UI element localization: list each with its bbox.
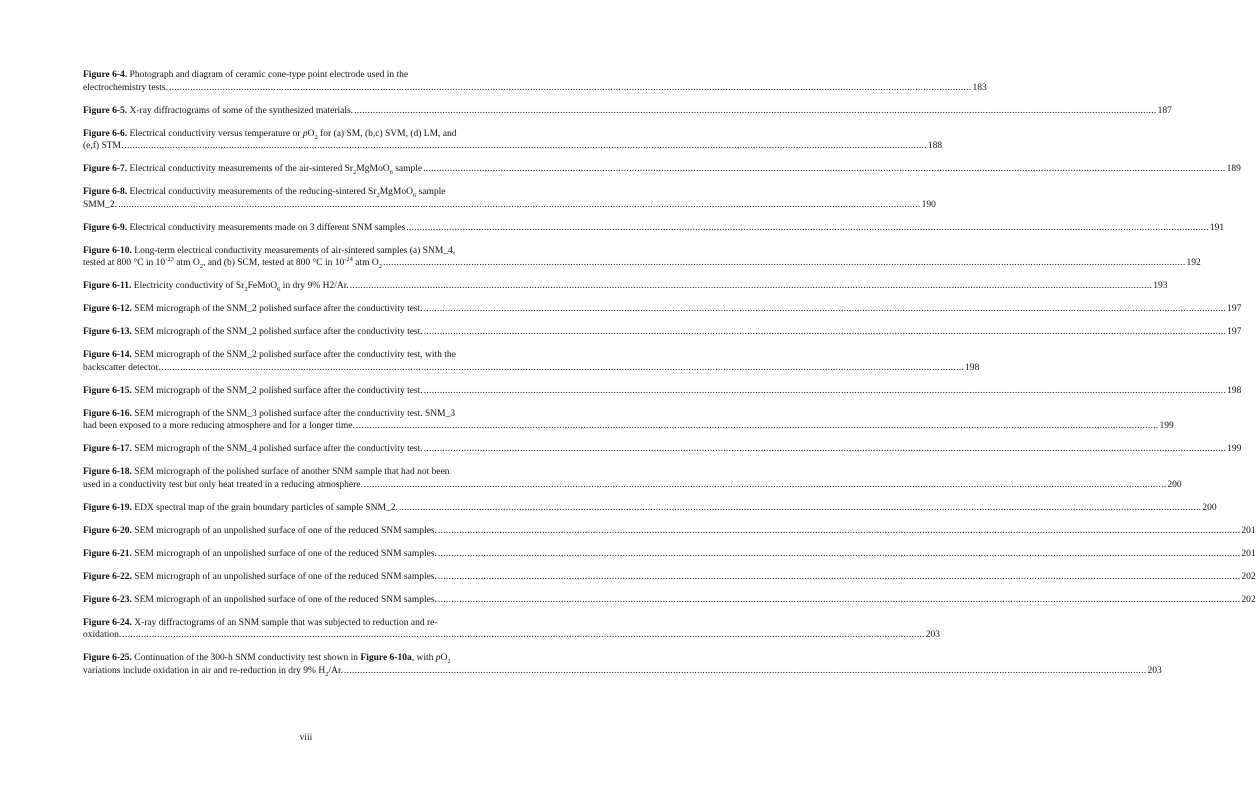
- caption-last-line: [83, 105, 1172, 118]
- caption-last-line: [83, 571, 1256, 584]
- dot-leader: ............................................................................................................................................................................................................................................................................................................: [423, 385, 1227, 396]
- page-ref: 191: [1209, 222, 1225, 233]
- caption-last-line: [83, 385, 1242, 398]
- figure-label: Figure 6-11.: [83, 281, 132, 292]
- caption-last-line: [83, 548, 1256, 561]
- figure-label: Figure 6-21.: [83, 548, 132, 559]
- figure-entry[interactable]: [83, 652, 1162, 678]
- page-ref: 202: [1241, 594, 1256, 605]
- figure-label: Figure 6-17.: [83, 444, 132, 455]
- figure-entry[interactable]: [83, 186, 936, 211]
- caption-last-line: [83, 163, 1241, 177]
- dot-leader: ............................................................................................................................................................................................................................................................................................................: [124, 141, 927, 152]
- figure-label: Figure 6-4.: [83, 70, 128, 80]
- page-ref: 197: [1227, 304, 1242, 315]
- caption-last-line: [83, 525, 1256, 538]
- caption-line: Figure 6-14. SEM micrograph of the SNM_2 polished surface after the conductivity test, with the: [83, 350, 456, 361]
- figure-label: Figure 6-5.: [83, 105, 128, 116]
- figure-label: Figure 6-8.: [83, 187, 128, 198]
- caption-last-line: [83, 82, 987, 95]
- figure-label: Figure 6-14.: [83, 350, 132, 361]
- caption-text: used in a conductivity test but only heat treated in a reducing atmosphere.: [83, 479, 363, 490]
- page-ref: 198: [1227, 385, 1242, 396]
- caption-text: backscatter detector.: [83, 362, 161, 373]
- figure-label: Figure 6-7.: [83, 164, 128, 175]
- caption-text: Figure 6-22. SEM micrograph of an unpolished surface of one of the reduced SNM samples.: [83, 571, 437, 582]
- figure-entry[interactable]: [83, 408, 1174, 433]
- figure-label: Figure 6-20.: [83, 525, 132, 536]
- dot-leader: ............................................................................................................................................................................................................................................................................................................: [437, 525, 1241, 536]
- dot-leader: ............................................................................................................................................................................................................................................................................................................: [355, 421, 1159, 432]
- dot-leader: ............................................................................................................................................................................................................................................................................................................: [398, 502, 1202, 513]
- caption-text: Figure 6-15. SEM micrograph of the SNM_2 polished surface after the conductivity test.: [83, 385, 423, 396]
- caption-last-line: [83, 303, 1242, 316]
- figure-entry[interactable]: [83, 349, 980, 374]
- page-ref: 188: [927, 141, 943, 152]
- caption-last-line: [83, 420, 1174, 433]
- page-ref: 201: [1241, 548, 1256, 559]
- page-ref: 193: [1153, 281, 1168, 292]
- figure-entry[interactable]: [83, 326, 1242, 339]
- page-ref: 199: [1227, 444, 1242, 455]
- dot-leader: ............................................................................................................................................................................................................................................................................................................: [437, 571, 1241, 582]
- figure-entry[interactable]: [83, 245, 1201, 271]
- figure-label: Figure 6-23.: [83, 594, 132, 605]
- figure-entry[interactable]: [83, 105, 1172, 118]
- caption-text: oxidation.: [83, 630, 122, 641]
- caption-last-line: [83, 479, 1182, 492]
- page-ref: 197: [1227, 327, 1242, 338]
- page-ref: 200: [1167, 479, 1182, 490]
- caption-text: Figure 6-13. SEM micrograph of the SNM_2 polished surface after the conductivity test.: [83, 327, 423, 338]
- figure-label: Figure 6-9.: [83, 222, 128, 233]
- page-ref: 187: [1157, 105, 1172, 116]
- page-number: viii: [299, 733, 313, 743]
- dot-leader: ............................................................................................................................................................................................................................................................................................................: [437, 594, 1241, 605]
- caption-text: tested at 800 °C in $10^{-23}$ atm $O_2$, and (b) SCM, tested at 800 °C in $10^{-24}$ atm $O_2$: [83, 256, 383, 271]
- figure-entry[interactable]: [83, 280, 1168, 294]
- dot-leader: ............................................................................................................................................................................................................................................................................................................: [168, 82, 972, 93]
- caption-line: Figure 6-18. SEM micrograph of the polished surface of another SNM sample that had not been: [83, 467, 450, 478]
- dot-leader: ............................................................................................................................................................................................................................................................................................................: [343, 666, 1147, 677]
- list-of-figures: [83, 69, 1256, 688]
- caption-last-line: [83, 594, 1256, 607]
- page-ref: 203: [925, 630, 941, 641]
- figure-entry[interactable]: [83, 594, 1256, 607]
- figure-entry[interactable]: [83, 303, 1242, 316]
- dot-leader: ............................................................................................................................................................................................................................................................................................................: [118, 199, 921, 210]
- caption-text: SMM_2.: [83, 199, 118, 210]
- page-ref: 201: [1241, 525, 1256, 536]
- dot-leader: ............................................................................................................................................................................................................................................................................................................: [161, 362, 965, 373]
- caption-last-line: [83, 140, 943, 153]
- caption-text: variations include oxidation in air and re-reduction in dry 9% $H_2/Ar$.: [83, 666, 343, 678]
- page-ref: 198: [965, 362, 980, 373]
- dot-leader: ............................................................................................................................................................................................................................................................................................................: [349, 281, 1153, 292]
- figure-entry[interactable]: [83, 222, 1225, 235]
- page-ref: 202: [1241, 571, 1256, 582]
- caption-text: electrochemistry tests.: [83, 82, 168, 93]
- caption-last-line: [83, 362, 980, 375]
- dot-leader: ............................................................................................................................................................................................................................................................................................................: [423, 304, 1227, 315]
- page-ref: 190: [921, 199, 936, 210]
- figure-entry[interactable]: [83, 128, 943, 153]
- figure-entry[interactable]: [83, 617, 941, 642]
- figure-label: Figure 6-6.: [83, 128, 128, 139]
- page-ref: 199: [1159, 421, 1174, 432]
- figure-label: Figure 6-24.: [83, 617, 132, 628]
- caption-text: Figure 6-7. Electrical conductivity measurements of the air-sintered $Sr_2MgMoO_6$ sample: [83, 164, 423, 177]
- caption-text: Figure 6-5. X-ray diffractograms of some of the synthesized materials.: [83, 105, 354, 116]
- caption-last-line: [83, 256, 1201, 271]
- figure-entry[interactable]: [83, 443, 1242, 456]
- figure-entry[interactable]: [83, 163, 1241, 177]
- dot-leader: ............................................................................................................................................................................................................................................................................................................: [122, 630, 925, 641]
- page-ref: 192: [1186, 258, 1201, 269]
- dot-leader: ............................................................................................................................................................................................................................................................................................................: [423, 327, 1227, 338]
- figure-entry[interactable]: [83, 385, 1242, 398]
- caption-text: Figure 6-19. EDX spectral map of the grain boundary particles of sample SNM_2.: [83, 502, 398, 513]
- figure-entry[interactable]: [83, 548, 1256, 561]
- caption-text: Figure 6-9. Electrical conductivity measurements made on 3 different SNM samples: [83, 222, 406, 233]
- caption-line: Figure 6-10. Long-term electrical conductivity measurements of air-sintered samples (a) SNM_4,: [83, 245, 456, 256]
- page-ref: 200: [1202, 502, 1217, 513]
- dot-leader: ............................................................................................................................................................................................................................................................................................................: [423, 444, 1227, 455]
- caption-last-line: [83, 502, 1217, 515]
- caption-line: Figure 6-8. Electrical conductivity measurements of the reducing-sintered $Sr_2MgMoO_6$ sample: [83, 187, 446, 200]
- figure-entry[interactable]: [83, 571, 1256, 584]
- figure-label: Figure 6-25.: [83, 653, 132, 664]
- figure-label: Figure 6-10.: [83, 245, 132, 256]
- caption-line: Figure 6-25. Continuation of the 300-h SNM conductivity test shown in Figure 6-10a, with $pO_2$: [83, 653, 451, 666]
- page-ref: 203: [1147, 666, 1162, 677]
- caption-text: Figure 6-12. SEM micrograph of the SNM_2 polished surface after the conductivity test.: [83, 304, 423, 315]
- figure-label: Figure 6-22.: [83, 571, 132, 582]
- caption-last-line: [83, 665, 1162, 678]
- figure-label: Figure 6-16.: [83, 408, 132, 419]
- caption-text: Figure 6-21. SEM micrograph of an unpolished surface of one of the reduced SNM samples.: [83, 548, 437, 559]
- caption-last-line: [83, 280, 1168, 294]
- dot-leader: ............................................................................................................................................................................................................................................................................................................: [423, 164, 1226, 175]
- caption-last-line: [83, 199, 936, 212]
- caption-line: Figure 6-6. Electrical conductivity versus temperature or $pO_2$ for (a) SM, (b,c) SVM, (d) LM, and: [83, 128, 457, 141]
- dot-leader: ............................................................................................................................................................................................................................................................................................................: [363, 479, 1167, 490]
- caption-last-line: [83, 326, 1242, 339]
- caption-text: had been exposed to a more reducing atmosphere and for a longer time.: [83, 421, 355, 432]
- caption-text: Figure 6-11. Electricity conductivity of $Sr_2FeMoO_6$ in dry 9% H2/Ar.: [83, 281, 349, 294]
- caption-text: Figure 6-23. SEM micrograph of an unpolished surface of one of the reduced SNM samples.: [83, 594, 437, 605]
- figure-entry[interactable]: [83, 502, 1217, 515]
- caption-last-line: [83, 443, 1242, 456]
- figure-entry[interactable]: [83, 69, 987, 94]
- page-ref: 183: [972, 82, 987, 93]
- dot-leader: ............................................................................................................................................................................................................................................................................................................: [437, 548, 1241, 559]
- figure-entry[interactable]: [83, 525, 1256, 538]
- dot-leader: ............................................................................................................................................................................................................................................................................................................: [383, 258, 1186, 269]
- caption-text: Figure 6-20. SEM micrograph of an unpolished surface of one of the reduced SNM samples.: [83, 525, 437, 536]
- page-ref: 189: [1226, 164, 1241, 175]
- caption-line: Figure 6-16. SEM micrograph of the SNM_3 polished surface after the conductivity test. SNM_3: [83, 408, 456, 419]
- caption-line: Figure 6-24. X-ray diffractograms of an SNM sample that was subjected to reduction and re-: [83, 617, 438, 628]
- figure-label: Figure 6-13.: [83, 327, 132, 338]
- caption-text: Figure 6-17. SEM micrograph of the SNM_4 polished surface after the conductivity test.: [83, 444, 423, 455]
- caption-line: Figure 6-4. Photograph and diagram of ceramic cone-type point electrode used in the: [83, 70, 409, 80]
- figure-label: Figure 6-15.: [83, 385, 132, 396]
- caption-last-line: [83, 222, 1225, 235]
- figure-label: Figure 6-12.: [83, 304, 132, 315]
- figure-label: Figure 6-18.: [83, 467, 132, 478]
- figure-entry[interactable]: [83, 466, 1182, 491]
- figure-label: Figure 6-19.: [83, 502, 132, 513]
- caption-last-line: [83, 629, 941, 642]
- caption-text: (e,f) STM.: [83, 141, 124, 152]
- dot-leader: ............................................................................................................................................................................................................................................................................................................: [354, 105, 1157, 116]
- dot-leader: ............................................................................................................................................................................................................................................................................................................: [406, 222, 1209, 233]
